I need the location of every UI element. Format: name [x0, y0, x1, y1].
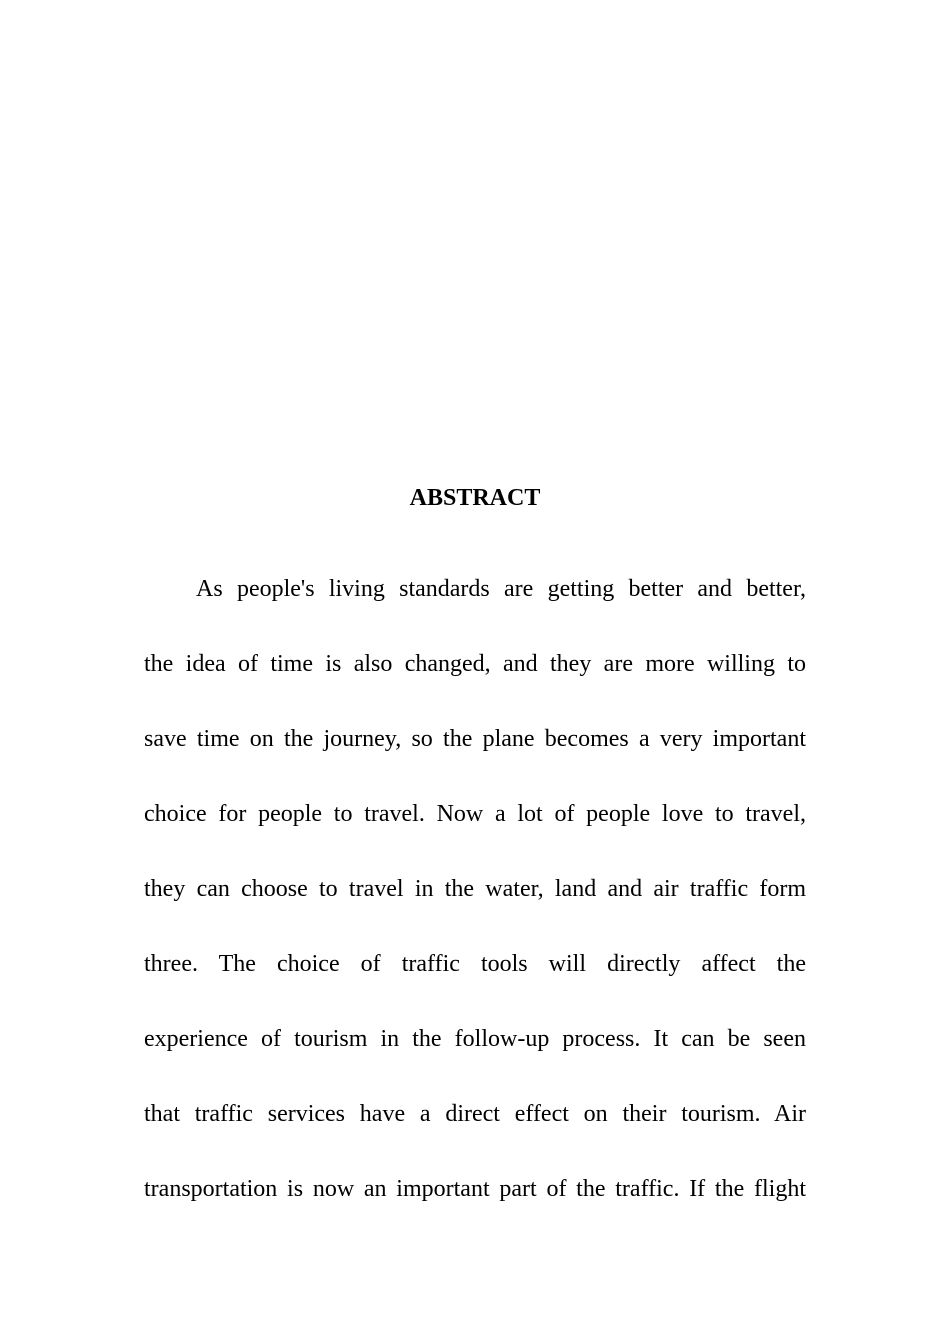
abstract-paragraph	[144, 572, 806, 1247]
paragraph-line: experience of tourism in the follow-up process. It can be seen	[144, 1026, 806, 1052]
paragraph-line: transportation is now an important part of the traffic. If the flight	[144, 1176, 806, 1202]
paragraph-line: save time on the journey, so the plane becomes a very important	[144, 726, 806, 752]
paragraph-line: that traffic services have a direct effect on their tourism. Air	[144, 1101, 806, 1127]
paragraph-line: they can choose to travel in the water, land and air traffic form	[144, 876, 806, 902]
paragraph-line: choice for people to travel. Now a lot of people love to travel,	[144, 801, 806, 827]
paragraph-line: As people's living standards are getting better and better,	[196, 576, 806, 602]
abstract-heading: ABSTRACT	[409, 485, 541, 511]
paragraph-line: the idea of time is also changed, and they are more willing to	[144, 651, 806, 677]
paragraph-line: three. The choice of traffic tools will directly affect the	[144, 951, 806, 977]
